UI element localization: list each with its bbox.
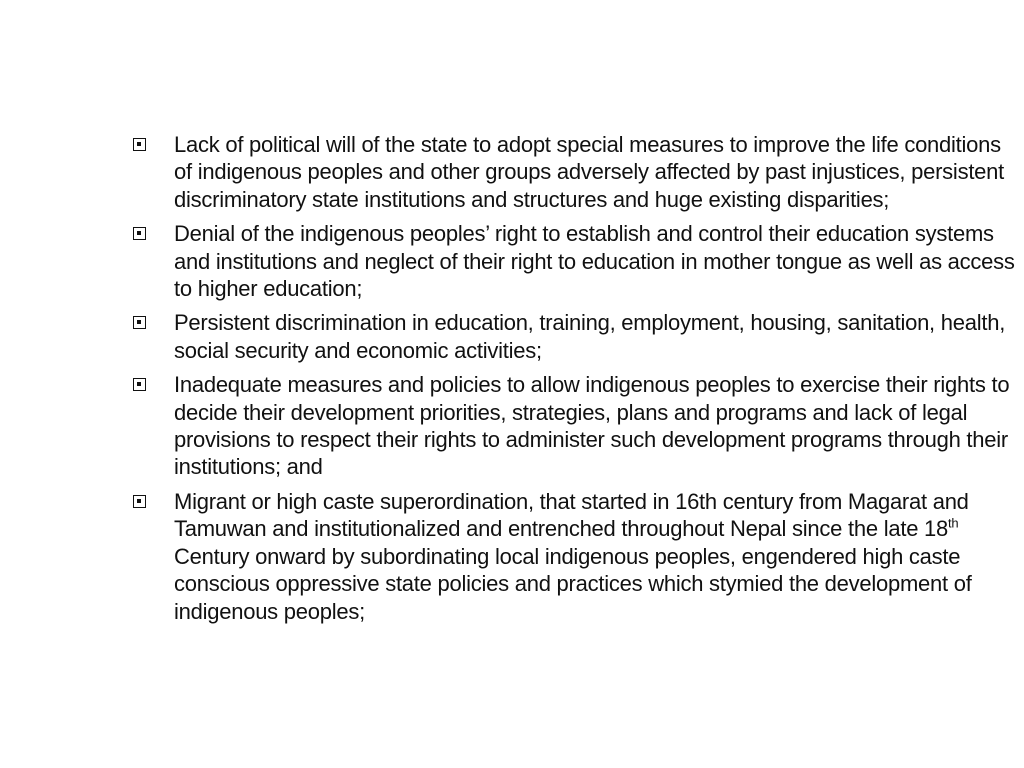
bullet-text-after-superscript: Century onward by subordinating local indigenous peoples, engendered high caste conscious oppressive state policies and practices which stymied the development of indigenous peoples; [174, 543, 972, 624]
bullet-box-shape [133, 138, 146, 151]
bullet-item-development-rights [130, 371, 1015, 481]
bullet-text-before-superscript: Migrant or high caste superordination, that started in 16th century from Magarat and Tamuwan and institutionalized and entrenched throughout Nepal since the late 18 [174, 488, 969, 542]
bullet-box-shape [133, 227, 146, 240]
bullet-text: Denial of the indigenous peoples’ right to establish and control their education systems and institutions and neglect of their right to education in mother tongue as well as access to higher education; [174, 221, 1015, 302]
square-dot-bullet-icon [130, 220, 174, 247]
bullet-item-political-will [130, 131, 1015, 213]
bullet-box-shape [133, 316, 146, 329]
square-dot-bullet-icon [130, 131, 174, 158]
square-dot-bullet-icon [130, 488, 174, 515]
bullet-text-with-superscript [174, 488, 1015, 625]
bullet-item-persistent-discrimination [130, 309, 1015, 364]
square-dot-bullet-icon [130, 309, 174, 336]
bullet-text: Lack of political will of the state to adopt special measures to improve the life conditions of indigenous peoples and other groups adversely affected by past injustices, persistent discriminatory state institutions and structures and huge existing disparities; [174, 132, 1005, 212]
bullet-list [130, 131, 1015, 632]
bullet-box-shape [133, 378, 146, 391]
bullet-item-caste-superordination [130, 488, 1015, 625]
ordinal-superscript: th [948, 515, 959, 531]
bullet-text: Inadequate measures and policies to allow indigenous peoples to exercise their rights to decide their development priorities, strategies, plans and programs and lack of legal provisions to respect their rights to administer such development programs through their institutions; and [174, 372, 1010, 480]
bullet-box-shape [133, 495, 146, 508]
square-dot-bullet-icon [130, 371, 174, 398]
bullet-text: Persistent discrimination in education, training, employment, housing, sanitation, health, social security and economic activities; [174, 310, 1006, 363]
bullet-item-education-rights [130, 220, 1015, 302]
